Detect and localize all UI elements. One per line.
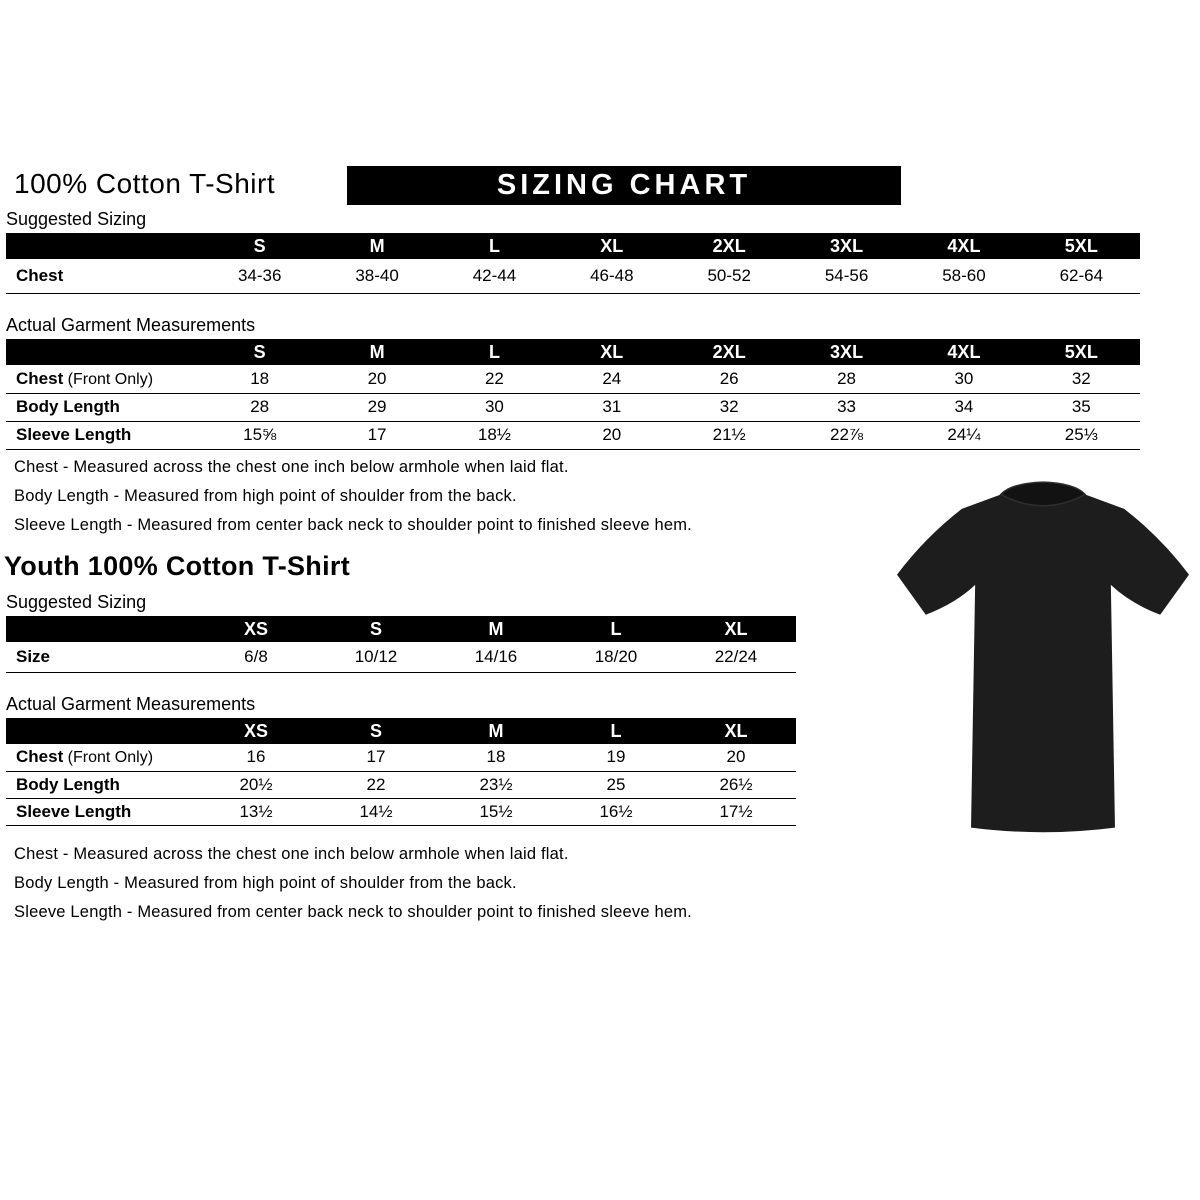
cell: 58-60 bbox=[905, 259, 1022, 293]
youth-note-chest: Chest - Measured across the chest one inch below armhole when laid flat. bbox=[14, 845, 569, 863]
cell: 32 bbox=[1023, 365, 1140, 393]
adult-suggested-sizing-label: Suggested Sizing bbox=[6, 209, 147, 229]
header-spacer bbox=[6, 233, 201, 259]
table-row bbox=[6, 744, 796, 771]
cell: 34-36 bbox=[201, 259, 318, 293]
cell: 54-56 bbox=[788, 259, 905, 293]
column-header-l: L bbox=[436, 233, 553, 259]
adult-note-body-length: Body Length - Measured from high point of shoulder from the back. bbox=[14, 487, 517, 505]
row-label: Chest (Front Only) bbox=[6, 744, 196, 771]
cell: 14½ bbox=[316, 798, 436, 825]
header-spacer bbox=[6, 718, 196, 744]
cell: 38-40 bbox=[318, 259, 435, 293]
row-label: Body Length bbox=[6, 771, 196, 798]
cell: 26 bbox=[671, 365, 788, 393]
cell: 29 bbox=[318, 393, 435, 421]
cell: 19 bbox=[556, 744, 676, 771]
column-header-2xl: 2XL bbox=[671, 339, 788, 365]
youth-measurement-notes bbox=[14, 845, 692, 932]
cell: 46-48 bbox=[553, 259, 670, 293]
cell: 28 bbox=[788, 365, 905, 393]
header-row bbox=[6, 233, 1140, 259]
youth-product-title: Youth 100% Cotton T-Shirt bbox=[4, 551, 350, 581]
cell: 33 bbox=[788, 393, 905, 421]
column-header-s: S bbox=[201, 339, 318, 365]
cell: 14/16 bbox=[436, 642, 556, 672]
column-header-5xl: 5XL bbox=[1023, 339, 1140, 365]
cell: 18 bbox=[201, 365, 318, 393]
cell: 30 bbox=[436, 393, 553, 421]
cell: 28 bbox=[201, 393, 318, 421]
cell: 20 bbox=[553, 421, 670, 449]
cell: 50-52 bbox=[671, 259, 788, 293]
cell: 20½ bbox=[196, 771, 316, 798]
cell: 17 bbox=[316, 744, 436, 771]
table-row bbox=[6, 365, 1140, 393]
cell: 31 bbox=[553, 393, 670, 421]
cell: 15⅝ bbox=[201, 421, 318, 449]
row-label: Body Length bbox=[6, 393, 201, 421]
row-label: Sleeve Length bbox=[6, 798, 196, 825]
black-tshirt-image bbox=[893, 478, 1193, 843]
column-header-m: M bbox=[318, 233, 435, 259]
cell: 34 bbox=[905, 393, 1022, 421]
youth-actual-measurements-label: Actual Garment Measurements bbox=[6, 694, 256, 714]
cell: 15½ bbox=[436, 798, 556, 825]
cell: 20 bbox=[676, 744, 796, 771]
cell: 42-44 bbox=[436, 259, 553, 293]
cell: 35 bbox=[1023, 393, 1140, 421]
column-header-xl: XL bbox=[553, 339, 670, 365]
tshirt-body-shape bbox=[897, 494, 1189, 832]
header-row bbox=[6, 339, 1140, 365]
table-row bbox=[6, 393, 1140, 421]
column-header-s: S bbox=[316, 616, 436, 642]
adult-actual-measurements-table bbox=[6, 339, 1140, 450]
column-header-xl: XL bbox=[676, 718, 796, 744]
column-header-l: L bbox=[556, 718, 676, 744]
cell: 20 bbox=[318, 365, 435, 393]
cell: 21½ bbox=[671, 421, 788, 449]
adult-note-chest: Chest - Measured across the chest one inch below armhole when laid flat. bbox=[14, 458, 569, 476]
cell: 22⅞ bbox=[788, 421, 905, 449]
cell: 62-64 bbox=[1023, 259, 1140, 293]
cell: 16 bbox=[196, 744, 316, 771]
header-spacer bbox=[6, 339, 201, 365]
column-header-4xl: 4XL bbox=[905, 233, 1022, 259]
adult-product-title: 100% Cotton T-Shirt bbox=[14, 168, 276, 199]
column-header-3xl: 3XL bbox=[788, 233, 905, 259]
cell: 24¼ bbox=[905, 421, 1022, 449]
column-header-xl: XL bbox=[553, 233, 670, 259]
column-header-s: S bbox=[316, 718, 436, 744]
table-row bbox=[6, 771, 796, 798]
column-header-xl: XL bbox=[676, 616, 796, 642]
cell: 30 bbox=[905, 365, 1022, 393]
cell: 10/12 bbox=[316, 642, 436, 672]
adult-measurement-notes bbox=[14, 458, 692, 545]
row-label: Chest bbox=[6, 259, 201, 293]
cell: 25 bbox=[556, 771, 676, 798]
table-row bbox=[6, 259, 1140, 293]
column-header-s: S bbox=[201, 233, 318, 259]
youth-note-body-length: Body Length - Measured from high point of shoulder from the back. bbox=[14, 874, 517, 892]
column-header-2xl: 2XL bbox=[671, 233, 788, 259]
youth-actual-measurements-table bbox=[6, 718, 796, 826]
cell: 25⅓ bbox=[1023, 421, 1140, 449]
cell: 23½ bbox=[436, 771, 556, 798]
column-header-l: L bbox=[556, 616, 676, 642]
column-header-5xl: 5XL bbox=[1023, 233, 1140, 259]
tshirt-graphic bbox=[893, 478, 1193, 843]
cell: 18 bbox=[436, 744, 556, 771]
cell: 6/8 bbox=[196, 642, 316, 672]
cell: 22/24 bbox=[676, 642, 796, 672]
column-header-xs: XS bbox=[196, 616, 316, 642]
cell: 17 bbox=[318, 421, 435, 449]
youth-note-sleeve-length: Sleeve Length - Measured from center back neck to shoulder point to finished sleeve hem. bbox=[14, 903, 692, 921]
header-spacer bbox=[6, 616, 196, 642]
cell: 26½ bbox=[676, 771, 796, 798]
header-row bbox=[6, 616, 796, 642]
cell: 13½ bbox=[196, 798, 316, 825]
table-row bbox=[6, 642, 796, 672]
cell: 18/20 bbox=[556, 642, 676, 672]
column-header-xs: XS bbox=[196, 718, 316, 744]
table-row bbox=[6, 798, 796, 825]
adult-note-sleeve-length: Sleeve Length - Measured from center back neck to shoulder point to finished sleeve hem. bbox=[14, 516, 692, 534]
youth-suggested-sizing-table bbox=[6, 616, 796, 673]
column-header-l: L bbox=[436, 339, 553, 365]
row-label: Chest (Front Only) bbox=[6, 365, 201, 393]
cell: 24 bbox=[553, 365, 670, 393]
adult-suggested-sizing-table bbox=[6, 233, 1140, 294]
cell: 22 bbox=[436, 365, 553, 393]
cell: 18½ bbox=[436, 421, 553, 449]
youth-suggested-sizing-label: Suggested Sizing bbox=[6, 592, 147, 612]
column-header-m: M bbox=[318, 339, 435, 365]
column-header-m: M bbox=[436, 616, 556, 642]
column-header-4xl: 4XL bbox=[905, 339, 1022, 365]
cell: 22 bbox=[316, 771, 436, 798]
cell: 17½ bbox=[676, 798, 796, 825]
table-row bbox=[6, 421, 1140, 449]
row-label: Size bbox=[6, 642, 196, 672]
cell: 16½ bbox=[556, 798, 676, 825]
adult-actual-measurements-label: Actual Garment Measurements bbox=[6, 315, 256, 335]
column-header-m: M bbox=[436, 718, 556, 744]
sizing-chart-banner: SIZING CHART bbox=[347, 166, 901, 205]
row-label: Sleeve Length bbox=[6, 421, 201, 449]
column-header-3xl: 3XL bbox=[788, 339, 905, 365]
header-row bbox=[6, 718, 796, 744]
cell: 32 bbox=[671, 393, 788, 421]
